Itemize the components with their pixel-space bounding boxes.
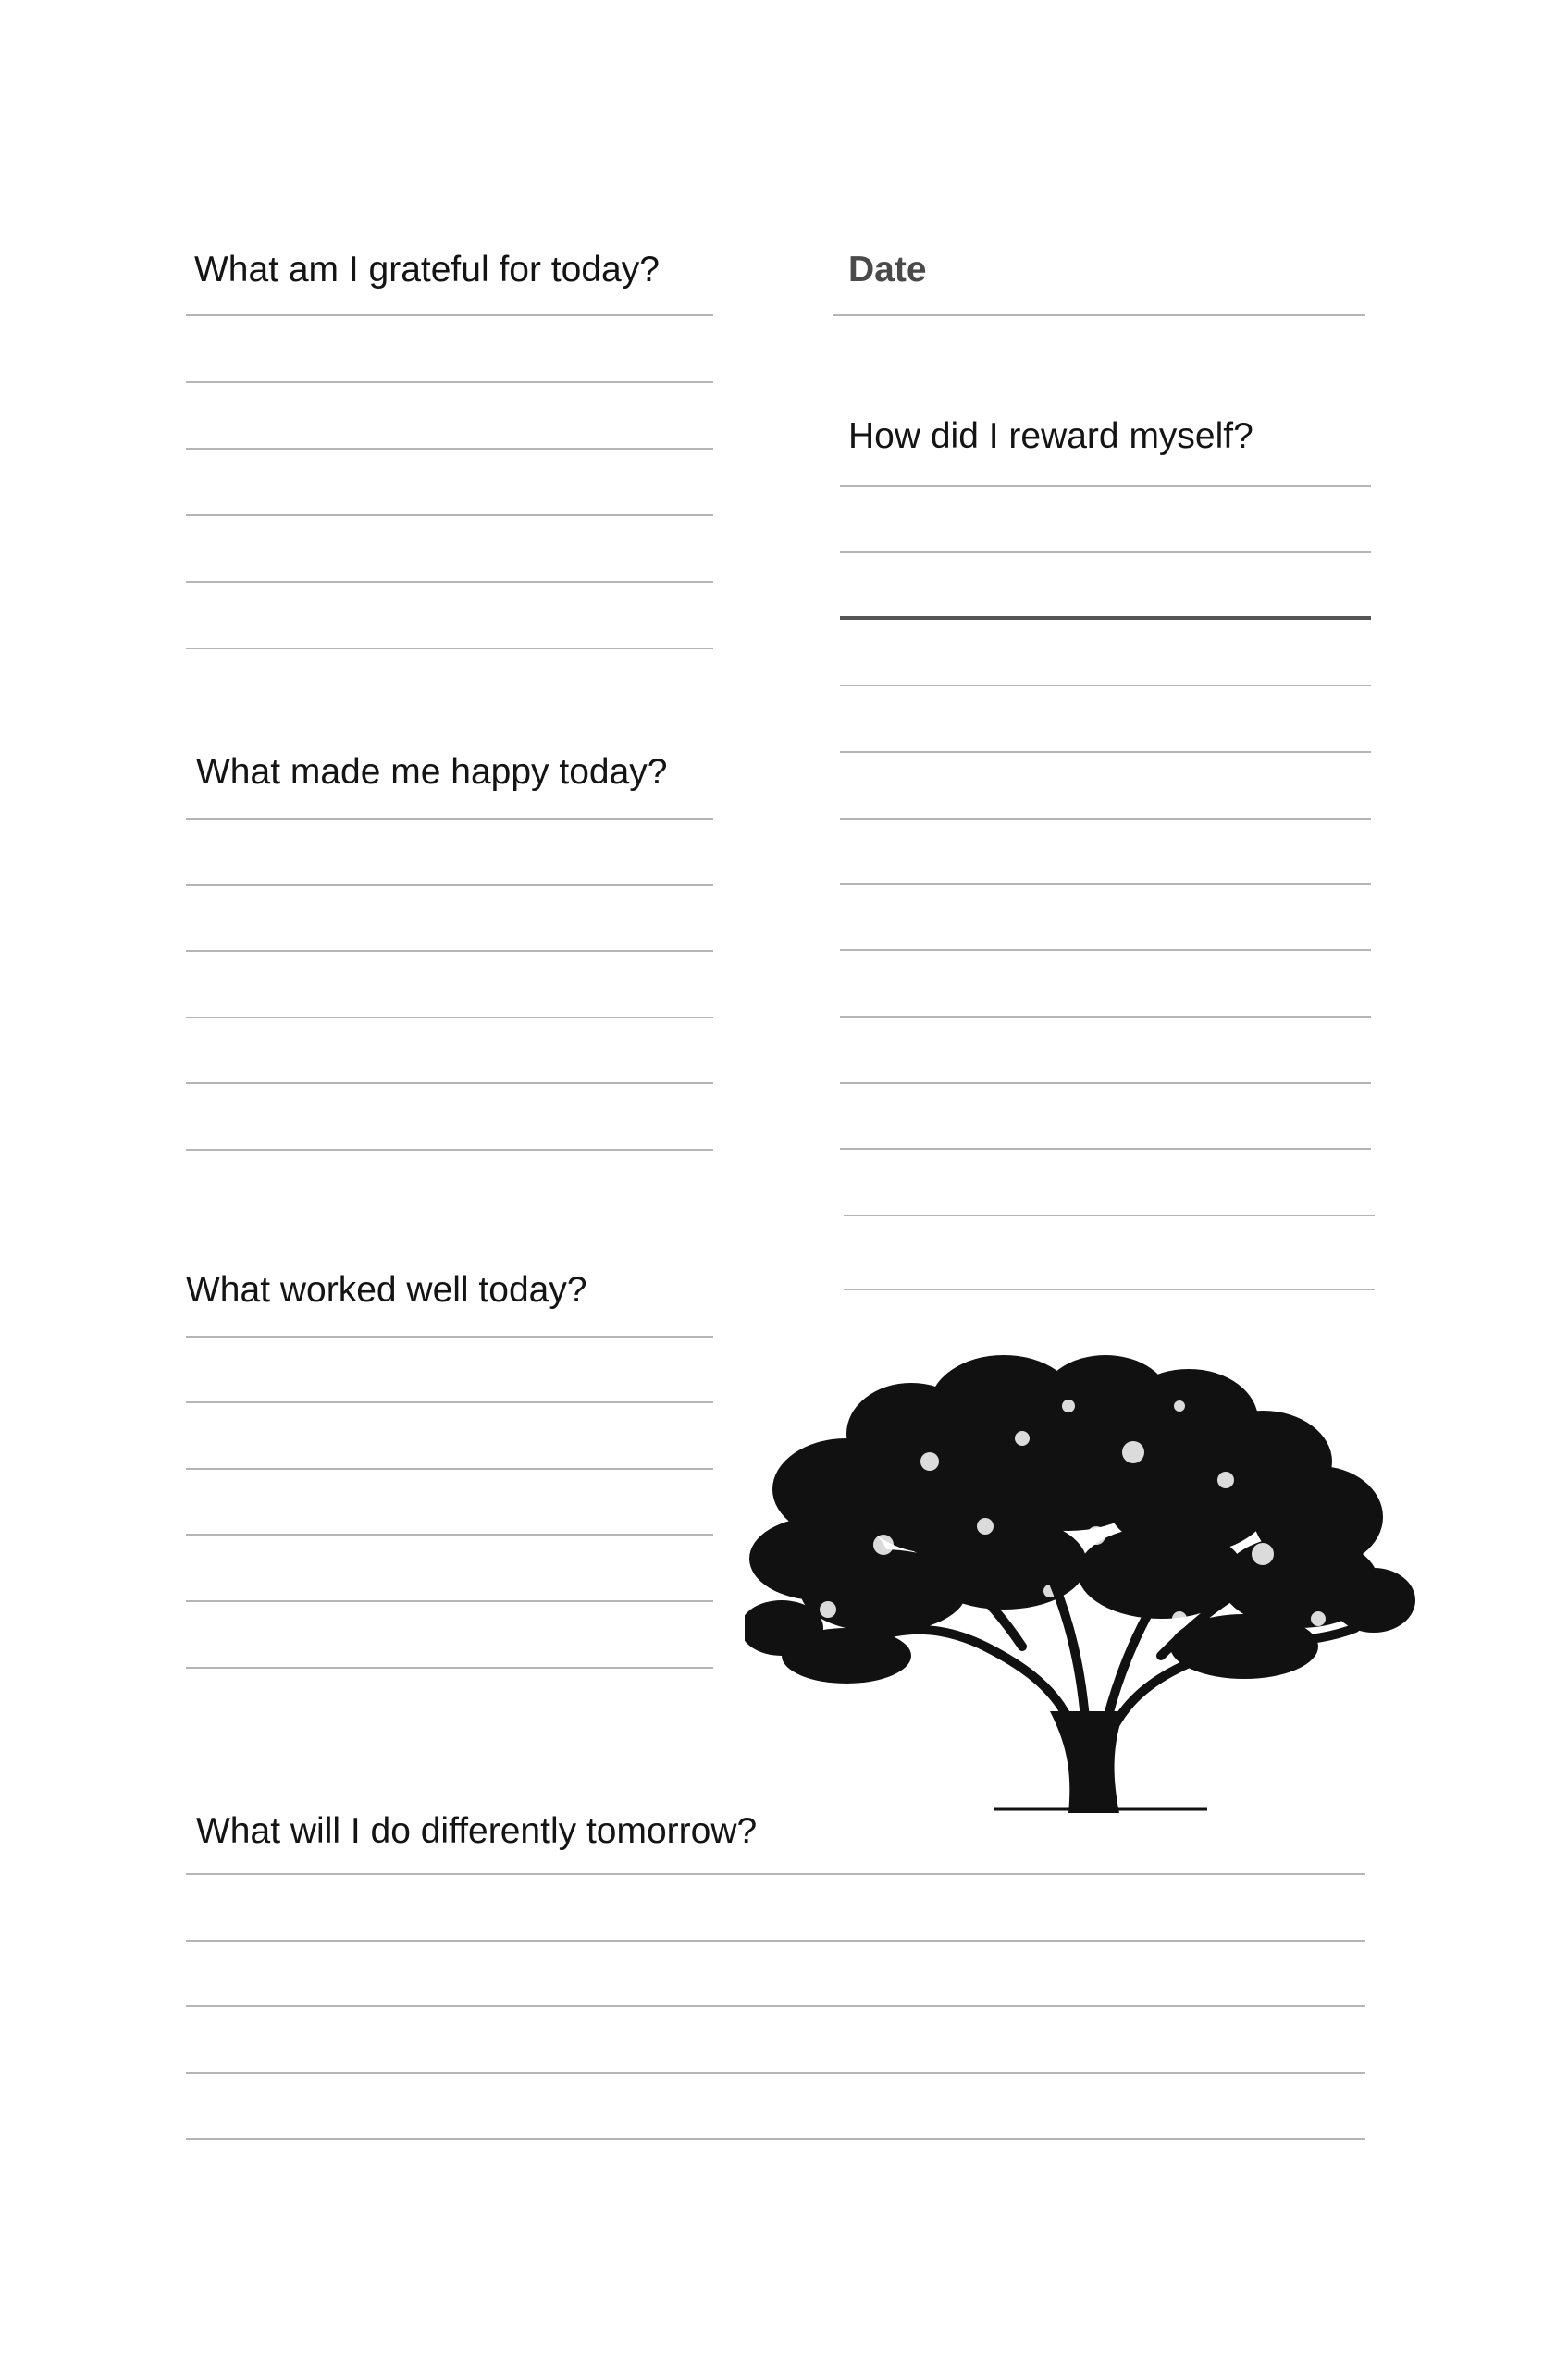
worked-well-heading: What worked well today? [186, 1270, 587, 1310]
writing-line[interactable] [186, 1017, 713, 1018]
writing-line[interactable] [186, 1534, 713, 1536]
writing-line[interactable] [186, 1336, 713, 1338]
writing-line[interactable] [186, 381, 713, 383]
writing-line[interactable] [186, 1468, 713, 1470]
writing-line[interactable] [186, 1667, 713, 1669]
grateful-heading: What am I grateful for today? [194, 250, 660, 290]
writing-line[interactable] [840, 751, 1371, 753]
writing-line[interactable] [840, 883, 1371, 885]
writing-line[interactable] [186, 1940, 1365, 1942]
writing-line[interactable] [840, 1016, 1371, 1018]
writing-line[interactable] [186, 2072, 1365, 2074]
writing-line[interactable] [186, 818, 713, 820]
date-label: Date [848, 250, 927, 290]
happy-heading: What made me happy today? [196, 752, 668, 792]
writing-line[interactable] [186, 648, 713, 649]
writing-line[interactable] [840, 949, 1371, 951]
writing-line[interactable] [186, 2138, 1365, 2140]
date-line[interactable] [833, 314, 1365, 316]
differently-heading: What will I do differently tomorrow? [196, 1811, 758, 1851]
writing-line[interactable] [186, 950, 713, 952]
writing-line[interactable] [840, 818, 1371, 820]
writing-line[interactable] [840, 1082, 1371, 1084]
writing-line[interactable] [844, 1289, 1375, 1290]
reward-heading: How did I reward myself? [848, 416, 1253, 456]
tree-icon [745, 1350, 1429, 1813]
writing-line[interactable] [186, 581, 713, 583]
writing-line[interactable] [186, 1600, 713, 1602]
writing-line[interactable] [186, 314, 713, 316]
writing-line[interactable] [186, 1873, 1365, 1875]
writing-line[interactable] [186, 514, 713, 516]
writing-line[interactable] [840, 1148, 1371, 1150]
writing-line[interactable] [186, 1149, 713, 1151]
writing-line[interactable] [840, 551, 1371, 553]
writing-line[interactable] [844, 1215, 1375, 1216]
writing-line[interactable] [840, 616, 1371, 620]
writing-line[interactable] [186, 2005, 1365, 2007]
writing-line[interactable] [186, 448, 713, 450]
writing-line[interactable] [840, 485, 1371, 487]
writing-line[interactable] [840, 684, 1371, 686]
writing-line[interactable] [186, 1401, 713, 1403]
writing-line[interactable] [186, 884, 713, 886]
writing-line[interactable] [186, 1082, 713, 1084]
